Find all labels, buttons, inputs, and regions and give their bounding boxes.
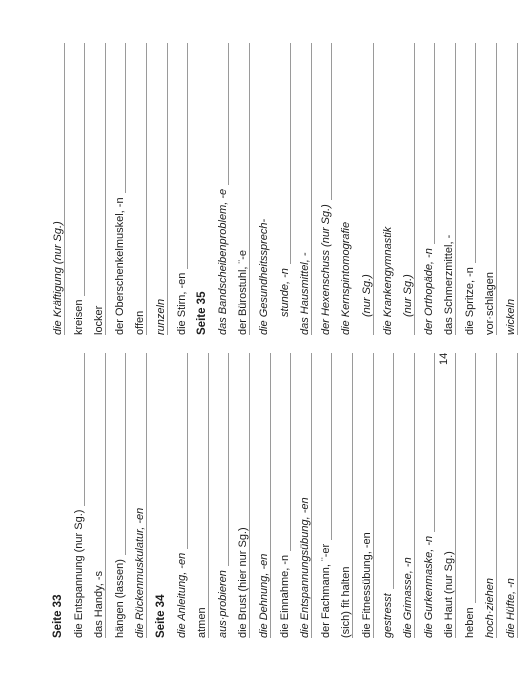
- vocab-entry[interactable]: [233, 353, 254, 638]
- vocab-entry: [378, 43, 399, 335]
- vocab-term: die Kernspintomografie: [340, 218, 352, 335]
- vocab-term: stunde, -n: [279, 264, 291, 335]
- section-heading: Seite 34: [154, 594, 167, 638]
- vocab-entry[interactable]: [316, 43, 337, 335]
- vocab-term: der Orthopäde, -n: [423, 244, 435, 335]
- vocab-entry: [254, 43, 275, 335]
- vocab-entry[interactable]: [398, 43, 419, 335]
- vocab-entry[interactable]: [316, 353, 337, 638]
- vocab-term: vor·schlagen: [484, 268, 496, 335]
- vocab-term: wickeln: [505, 295, 517, 335]
- vocab-term: die Brust (hier nur Sg.): [237, 523, 249, 638]
- vocab-term: das Bandscheibenproblem, -e: [217, 185, 229, 335]
- vocab-entry[interactable]: [419, 43, 440, 335]
- vocab-term: heben: [464, 603, 476, 638]
- vocab-term: das Handy, -s: [93, 567, 105, 638]
- vocab-entry[interactable]: [110, 353, 131, 638]
- vocab-entry[interactable]: [110, 43, 131, 335]
- vocab-term: das Hausmittel, -: [299, 248, 311, 335]
- vocab-term: hoch·ziehen: [484, 574, 496, 638]
- vocab-term: die Kräftigung (nur Sg.): [52, 217, 64, 335]
- vocab-term: die Krankengymnastik: [382, 223, 394, 335]
- section-heading: Seite 33: [52, 594, 64, 638]
- vocab-term: die Haut (nur Sg.): [443, 547, 455, 638]
- vocab-term: die Fitnessübung, -en: [361, 528, 373, 638]
- vocab-entry[interactable]: [89, 353, 110, 638]
- vocab-term: die Gurkenmaske, -n: [423, 532, 435, 638]
- vocab-entry[interactable]: [295, 43, 316, 335]
- vocab-term: hängen (lassen): [114, 555, 126, 638]
- vocab-entry[interactable]: [501, 353, 522, 638]
- vocab-term: der Oberschenkelmuskel, -n: [114, 193, 126, 335]
- vocab-term: offen: [134, 307, 146, 335]
- vocab-entry[interactable]: [275, 353, 296, 638]
- vocab-entry[interactable]: [295, 353, 316, 638]
- vocab-entry: [336, 43, 357, 335]
- vocab-entry[interactable]: [48, 43, 69, 335]
- vocab-entry[interactable]: [398, 353, 419, 638]
- vocab-term: der Bürostuhl, ¨-e: [237, 246, 249, 335]
- vocab-term: die Entspannungsübung, -en: [299, 493, 311, 638]
- section-heading: Seite 35: [196, 291, 209, 335]
- vocab-term: die Stirn, -en: [176, 269, 188, 335]
- vocab-term: die Einnahme, -n: [279, 551, 291, 638]
- vocab-term: die Dehnung, -en: [258, 550, 270, 638]
- vocab-entry[interactable]: [378, 353, 399, 638]
- vocab-term: (sich) fit halten: [340, 562, 352, 638]
- vocab-entry[interactable]: [69, 353, 90, 638]
- vocab-entry[interactable]: [151, 43, 172, 335]
- vocab-entry[interactable]: [357, 353, 378, 638]
- vocab-entry[interactable]: [460, 353, 481, 638]
- vocab-entry[interactable]: [357, 43, 378, 335]
- vocab-term: der Fachmann, ¨-er: [320, 540, 332, 638]
- vocab-entry[interactable]: [480, 353, 501, 638]
- vocab-term: die Entspannung (nur Sg.): [73, 506, 85, 638]
- vocab-term: die Anleitung, -en: [176, 549, 188, 638]
- vocab-term: gestresst: [382, 589, 394, 638]
- vocab-entry[interactable]: [233, 43, 254, 335]
- vocab-term: locker: [93, 302, 105, 335]
- page-number: 14: [438, 352, 450, 365]
- vocab-entry[interactable]: [213, 43, 234, 335]
- vocab-term: der Hexenschuss (nur Sg.): [320, 200, 332, 335]
- vocab-term: kreisen: [73, 296, 85, 335]
- vocab-term: (nur Sg.): [402, 270, 414, 335]
- vocab-entry[interactable]: [439, 43, 460, 335]
- vocab-term: atmen: [196, 603, 208, 638]
- vocab-entry[interactable]: [69, 43, 90, 335]
- vocab-term: die Spritze, -n: [464, 263, 476, 335]
- vocab-entry[interactable]: [130, 43, 151, 335]
- vocab-term: die Grimasse, -n: [402, 553, 414, 638]
- vocab-term: die Gesundheitssprech-: [258, 215, 270, 335]
- vocab-column-right: [48, 43, 522, 335]
- vocab-entry[interactable]: [192, 353, 213, 638]
- vocab-term: die Rückenmuskulatur, -en: [134, 504, 146, 638]
- vocab-entry[interactable]: [480, 43, 501, 335]
- vocab-term: das Schmerzmittel, -: [443, 231, 455, 335]
- vocab-entry[interactable]: [336, 353, 357, 638]
- vocab-entry[interactable]: [172, 353, 193, 638]
- vocab-term: aus·probieren: [217, 566, 229, 638]
- vocab-entry[interactable]: [419, 353, 440, 638]
- vocab-term: (nur Sg.): [361, 270, 373, 335]
- vocab-entry[interactable]: [172, 43, 193, 335]
- vocab-column-left: [48, 353, 522, 638]
- vocab-entry[interactable]: [130, 353, 151, 638]
- vocab-entry[interactable]: [501, 43, 522, 335]
- vocab-entry[interactable]: [254, 353, 275, 638]
- vocab-term: runzeln: [155, 295, 167, 335]
- vocab-entry[interactable]: [89, 43, 110, 335]
- vocab-term: die Hüfte, -n: [505, 574, 517, 638]
- vocab-entry[interactable]: [460, 43, 481, 335]
- vocab-entry[interactable]: [275, 43, 296, 335]
- vocab-entry[interactable]: [439, 353, 460, 638]
- vocab-entry[interactable]: [213, 353, 234, 638]
